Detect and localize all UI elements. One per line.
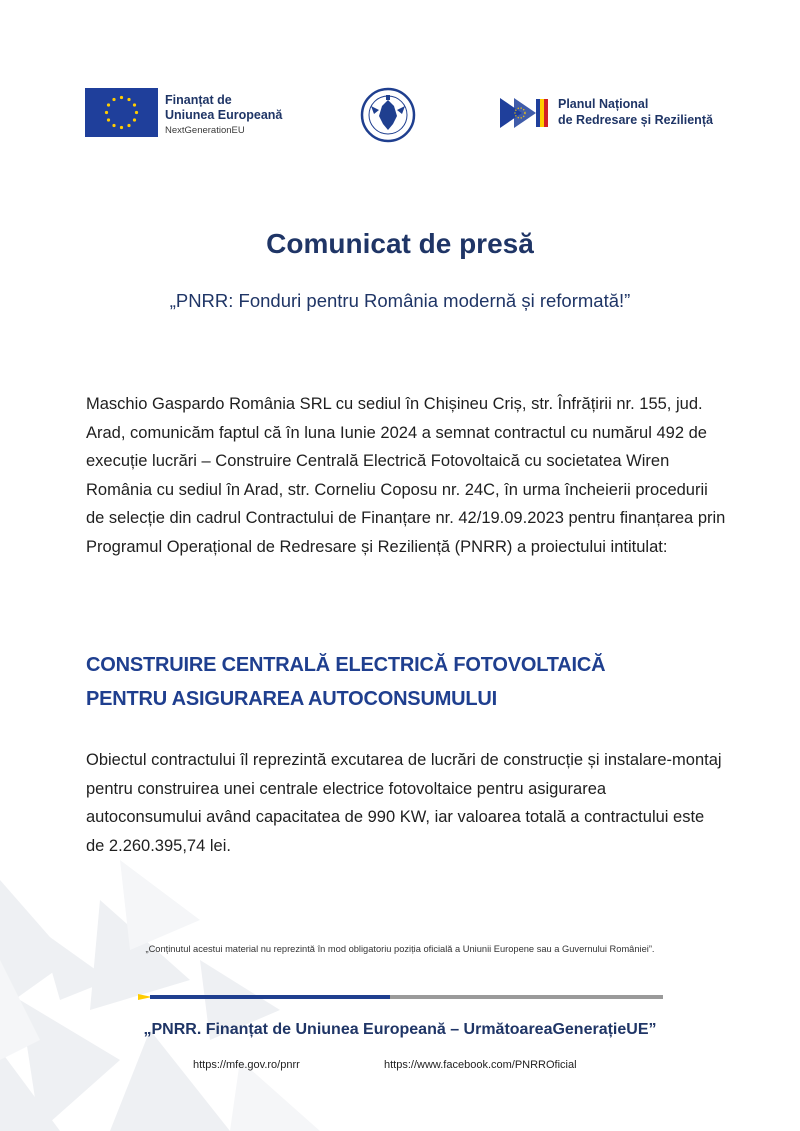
eu-star-icon bbox=[120, 126, 123, 129]
project-title-line1: CONSTRUIRE CENTRALĂ ELECTRICĂ FOTOVOLTAICĂ bbox=[86, 654, 606, 676]
pnrr-logo bbox=[500, 94, 730, 134]
pnrr-logo-line1: Planul Național bbox=[558, 97, 649, 111]
footer-slogan: „PNRR. Finanțat de Uniunea Europeană – UrmătoareaGenerațieUE” bbox=[143, 1021, 657, 1038]
pnrr-logo-line2: de Redresare și Reziliență bbox=[558, 113, 713, 127]
romanian-government-seal-icon bbox=[359, 86, 417, 144]
eu-star-icon bbox=[127, 124, 130, 127]
eu-star-icon bbox=[133, 118, 136, 121]
footer-divider bbox=[138, 993, 663, 1001]
eu-star-icon bbox=[105, 111, 108, 114]
logo-header bbox=[0, 84, 800, 144]
pnrr-arrow-icon bbox=[500, 96, 552, 130]
eu-logo-line2: Uniunea Europeană bbox=[165, 108, 283, 122]
eu-star-icon bbox=[120, 96, 123, 99]
facebook-link[interactable]: https://www.facebook.com/PNRROficial bbox=[384, 1059, 577, 1071]
disclaimer-text: „Conținutul acestui material nu reprezintă în mod obligatoriu poziția oficială a Uniunii Europene sau a Guvernului României”. bbox=[145, 944, 655, 954]
eu-star-icon bbox=[133, 103, 136, 106]
project-title bbox=[86, 648, 726, 716]
eu-star-icon bbox=[127, 98, 130, 101]
mfe-link[interactable]: https://mfe.gov.ro/pnrr bbox=[193, 1059, 300, 1071]
eu-logo-line1: Finanțat de bbox=[165, 93, 232, 107]
page-subtitle: „PNRR: Fonduri pentru România modernă și reformată!” bbox=[169, 290, 631, 311]
contract-paragraph: Obiectul contractului îl reprezintă excutarea de lucrări de construcție și instalare-montaj pentru construirea unei centrale electrice fotovoltaice pentru asigurarea autoconsumului având capacitatea de 990 KW, iar valoarea totală a contractului este de 2.260.395,74 lei. bbox=[86, 751, 722, 855]
project-title-line2: PENTRU ASIGURAREA AUTOCONSUMULUI bbox=[86, 688, 498, 710]
intro-paragraph: Maschio Gaspardo România SRL cu sediul în Chișineu Criș, str. Înfrățirii nr. 155, jud. Arad, comunicăm faptul că în luna Iunie 2024 a semnat contractul cu numărul 492 de execuție lucrări – Construire Centrală Electrică Fotovoltaică cu societatea Wiren România cu sediul în Arad, str. Corneliu Coposu nr. 24C, în urma încheierii procedurii de selecție din cadrul Contractului de Finanțare nr. 42/19.09.2023 pentru finanțarea prin Programul Operațional de Redresare și Reziliență (PNRR) a proiectului intitulat: bbox=[86, 395, 726, 556]
eu-flag-icon bbox=[85, 88, 158, 137]
eu-logo-line3: NextGenerationEU bbox=[165, 125, 245, 136]
eu-star-icon bbox=[112, 98, 115, 101]
eu-funding-logo bbox=[85, 88, 295, 142]
eu-star-icon bbox=[107, 103, 110, 106]
footer-links bbox=[0, 1059, 800, 1075]
page-title: Comunicat de presă bbox=[266, 228, 534, 259]
eu-star-icon bbox=[112, 124, 115, 127]
eu-star-icon bbox=[135, 111, 138, 114]
eu-star-icon bbox=[107, 118, 110, 121]
